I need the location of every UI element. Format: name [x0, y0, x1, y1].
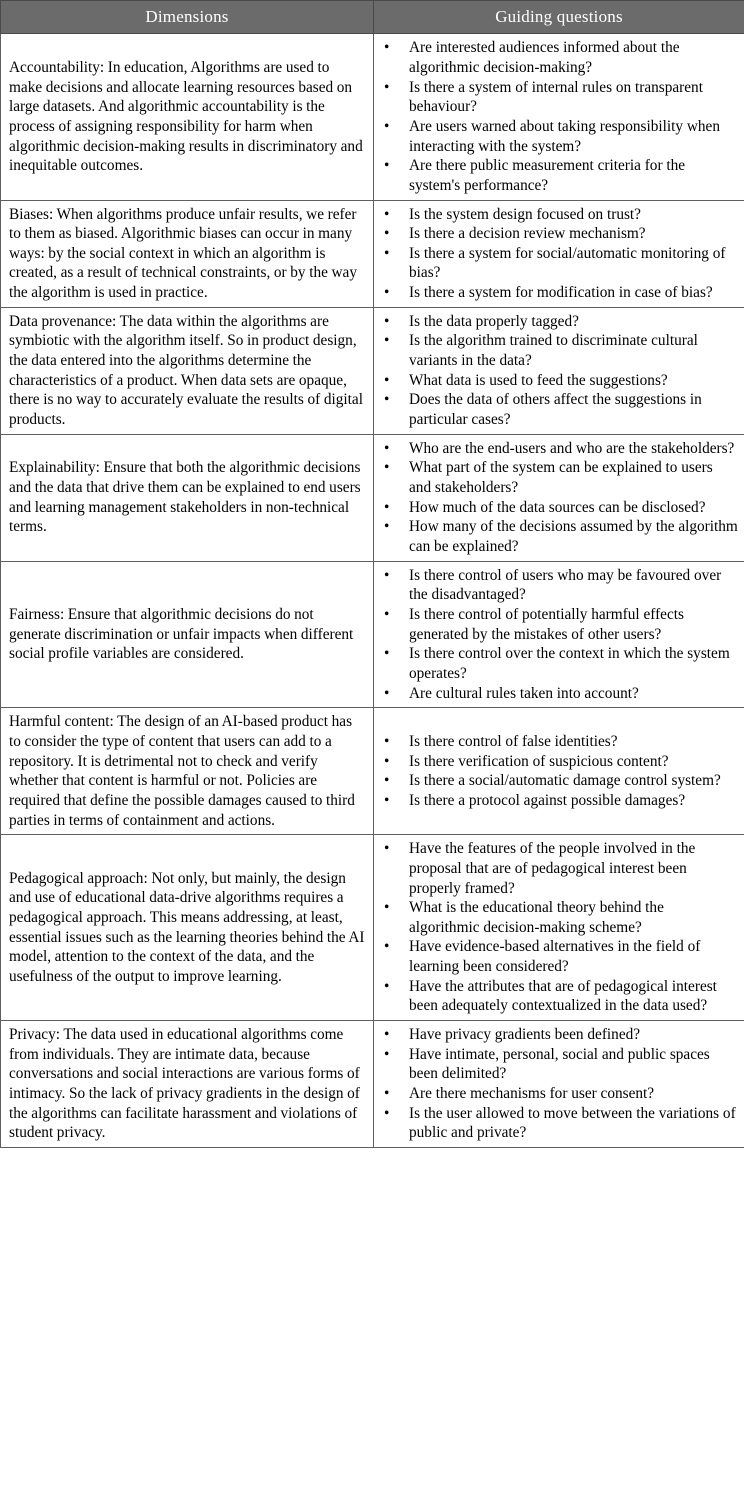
guiding-question-text: Is the user allowed to move between the variations of public and private? — [409, 1104, 736, 1142]
bullet-icon: • — [384, 459, 390, 477]
guiding-questions-list — [378, 439, 738, 557]
bullet-icon: • — [384, 371, 390, 389]
header-row — [1, 1, 744, 34]
bullet-icon: • — [384, 1026, 390, 1044]
table-body — [1, 34, 744, 1148]
guiding-question-item — [378, 898, 738, 937]
guiding-questions-cell — [374, 34, 744, 200]
guiding-question-item — [378, 644, 738, 683]
dimension-cell — [1, 708, 374, 835]
dimension-description: Explainability: Ensure that both the algorithmic decisions and the data that drive them can be explained to end users and learning management stakeholders in non-technical terms. — [9, 459, 361, 536]
guiding-questions-cell — [374, 1021, 744, 1148]
guiding-question-text: Are there mechanisms for user consent? — [409, 1085, 655, 1103]
guiding-questions-list — [378, 732, 738, 811]
guiding-question-item — [378, 684, 738, 704]
guiding-questions-list — [378, 38, 738, 195]
guiding-question-text: Is there control of users who may be favoured over the disadvantaged? — [409, 566, 722, 604]
dimension-description: Data provenance: The data within the algorithms are symbiotic with the algorithm itself. So in product design, the data entered into the algorithms determine the characteristics of a product. When data sets are opaque, there is no way to accurately evaluate the results of digital products. — [9, 312, 363, 429]
guiding-question-text: Is there control over the context in which the system operates? — [409, 645, 730, 682]
dimension-description: Accountability: In education, Algorithms are used to make decisions and allocate learning resources based on large datasets. And algorithmic accountability is the process of assigning responsibility for harm when algorithmic decision-making results in discriminatory and inequitable outcomes. — [9, 58, 363, 175]
guiding-question-text: Have privacy gradients been defined? — [409, 1026, 641, 1044]
bullet-icon: • — [384, 752, 390, 770]
dimension-description: Biases: When algorithms produce unfair results, we refer to them as biased. Algorithmic biases can occur in many ways: by the social context in which an algorithm is created, as a result of technical constraints, or by the way the algorithm is used in practice. — [9, 205, 357, 302]
bullet-icon: • — [384, 205, 390, 223]
bullet-icon: • — [384, 791, 390, 809]
guiding-question-text: Is there a social/automatic damage control system? — [409, 772, 721, 790]
guiding-question-text: Is there a system for social/automatic monitoring of bias? — [409, 244, 726, 282]
guiding-question-item — [378, 566, 738, 605]
dimension-cell — [1, 1021, 374, 1148]
guiding-question-item — [378, 732, 738, 752]
bullet-icon: • — [384, 840, 390, 858]
guiding-question-item — [378, 1045, 738, 1084]
bullet-icon: • — [384, 284, 390, 302]
guiding-question-item — [378, 331, 738, 370]
guiding-question-item — [378, 224, 738, 244]
dimension-cell — [1, 835, 374, 1021]
bullet-icon: • — [384, 899, 390, 917]
bullet-icon: • — [384, 1104, 390, 1122]
guiding-question-item — [378, 1025, 738, 1045]
guiding-question-text: Have the attributes that are of pedagogical interest been adequately contextualized in the data used? — [409, 977, 717, 1015]
guiding-questions-cell — [374, 200, 744, 307]
bullet-icon: • — [384, 938, 390, 956]
bullet-icon: • — [384, 1045, 390, 1063]
guiding-questions-list — [378, 1025, 738, 1143]
guiding-question-text: What is the educational theory behind the algorithmic decision-making scheme? — [409, 899, 664, 936]
guiding-question-text: Is there control of false identities? — [409, 732, 618, 750]
guiding-question-text: Is there a protocol against possible damages? — [409, 791, 686, 809]
table-row — [1, 1021, 744, 1148]
guiding-questions-cell — [374, 307, 744, 434]
guiding-question-item — [378, 605, 738, 644]
column-header-guiding-questions: Guiding questions — [374, 1, 744, 34]
dimension-cell — [1, 561, 374, 708]
guiding-question-item — [378, 458, 738, 497]
dimension-cell — [1, 434, 374, 561]
guiding-question-text: Is there a system of internal rules on transparent behaviour? — [409, 78, 703, 116]
bullet-icon: • — [384, 332, 390, 350]
guiding-question-text: Is there verification of suspicious content? — [409, 752, 669, 770]
guiding-question-item — [378, 156, 738, 195]
guiding-questions-cell — [374, 561, 744, 708]
guiding-question-text: How much of the data sources can be disclosed? — [409, 498, 706, 516]
guiding-question-text: Are users warned about taking responsibility when interacting with the system? — [409, 117, 720, 155]
guiding-question-text: Are cultural rules taken into account? — [409, 684, 639, 702]
guiding-question-item — [378, 205, 738, 225]
dimension-cell — [1, 200, 374, 307]
guiding-question-item — [378, 117, 738, 156]
bullet-icon: • — [384, 78, 390, 96]
guiding-question-text: Is there control of potentially harmful effects generated by the mistakes of other users? — [409, 605, 684, 643]
bullet-icon: • — [384, 772, 390, 790]
bullet-icon: • — [384, 566, 390, 584]
table-row — [1, 307, 744, 434]
guiding-question-text: Who are the end-users and who are the stakeholders? — [409, 439, 735, 457]
table-row — [1, 835, 744, 1021]
guiding-question-text: Is the algorithm trained to discriminate cultural variants in the data? — [409, 332, 698, 370]
dimension-description: Harmful content: The design of an AI-based product has to consider the type of content that users can add to a repository. It is detrimental not to check and verify whether that content is harmful or not. Policies are required that define the possible damages caused to third parties in terms of containment and actions. — [9, 713, 355, 829]
bullet-icon: • — [384, 439, 390, 457]
dimension-description: Privacy: The data used in educational algorithms come from individuals. They are intimate data, because conversations and social interactions are various forms of intimacy. So the lack of privacy gradients in the design of the algorithms can facilitate harassment and violations of student privacy. — [9, 1026, 360, 1142]
guiding-questions-cell — [374, 434, 744, 561]
guiding-question-item — [378, 283, 738, 303]
guiding-question-item — [378, 839, 738, 898]
guiding-questions-list — [378, 566, 738, 704]
bullet-icon: • — [384, 518, 390, 536]
bullet-icon: • — [384, 605, 390, 623]
dimension-cell — [1, 34, 374, 200]
guiding-question-text: Have the features of the people involved in the proposal that are of pedagogical interest been properly framed? — [409, 840, 696, 897]
guiding-question-text: Is there a system for modification in case of bias? — [409, 284, 713, 302]
guiding-question-text: Is the data properly tagged? — [409, 312, 579, 330]
guiding-question-text: Have evidence-based alternatives in the field of learning been considered? — [409, 938, 701, 976]
guiding-question-text: Are there public measurement criteria for the system's performance? — [409, 157, 686, 194]
column-header-dimensions: Dimensions — [1, 1, 374, 34]
bullet-icon: • — [384, 498, 390, 516]
dimension-cell — [1, 307, 374, 434]
table-row — [1, 561, 744, 708]
guiding-question-text: Have intimate, personal, social and public spaces been delimited? — [409, 1045, 710, 1083]
bullet-icon: • — [384, 391, 390, 409]
guiding-question-text: Are interested audiences informed about the algorithmic decision-making? — [409, 39, 680, 76]
bullet-icon: • — [384, 312, 390, 330]
guiding-question-text: What data is used to feed the suggestions? — [409, 371, 668, 389]
bullet-icon: • — [384, 39, 390, 57]
guiding-question-item — [378, 1084, 738, 1104]
guiding-question-text: How many of the decisions assumed by the algorithm can be explained? — [409, 518, 738, 555]
dimension-description: Pedagogical approach: Not only, but mainly, the design and use of educational data-drive algorithms requires a pedagogical approach. This means addressing, at least, essential issues such as the learning theories behind the AI model, attention to the context of the data, and the usefulness of the output to improve learning. — [9, 869, 365, 985]
table-row — [1, 708, 744, 835]
guiding-question-item — [378, 977, 738, 1016]
table-row — [1, 200, 744, 307]
guiding-question-item — [378, 312, 738, 332]
bullet-icon: • — [384, 684, 390, 702]
guiding-question-item — [378, 752, 738, 772]
guiding-question-item — [378, 244, 738, 283]
guiding-question-item — [378, 937, 738, 976]
guiding-question-item — [378, 439, 738, 459]
bullet-icon: • — [384, 977, 390, 995]
bullet-icon: • — [384, 157, 390, 175]
guiding-question-text: Is the system design focused on trust? — [409, 205, 641, 223]
guiding-questions-list — [378, 205, 738, 303]
guiding-question-item — [378, 498, 738, 518]
guiding-question-text: Does the data of others affect the suggestions in particular cases? — [409, 391, 702, 429]
guiding-question-item — [378, 771, 738, 791]
guiding-questions-cell — [374, 835, 744, 1021]
bullet-icon: • — [384, 1085, 390, 1103]
bullet-icon: • — [384, 244, 390, 262]
guiding-question-text: Is there a decision review mechanism? — [409, 225, 646, 243]
bullet-icon: • — [384, 645, 390, 663]
dimension-description: Fairness: Ensure that algorithmic decisions do not generate discrimination or unfair impacts when different social profile variables are considered. — [9, 605, 354, 663]
guiding-question-item — [378, 1104, 738, 1143]
guiding-question-item — [378, 390, 738, 429]
bullet-icon: • — [384, 117, 390, 135]
table-row — [1, 434, 744, 561]
table-header — [1, 1, 744, 34]
guiding-question-text: What part of the system can be explained to users and stakeholders? — [409, 459, 713, 497]
table-row — [1, 34, 744, 200]
bullet-icon: • — [384, 225, 390, 243]
guiding-question-item — [378, 38, 738, 77]
guiding-question-item — [378, 371, 738, 391]
guiding-questions-cell — [374, 708, 744, 835]
bullet-icon: • — [384, 732, 390, 750]
guiding-question-item — [378, 517, 738, 556]
guiding-question-item — [378, 78, 738, 117]
guiding-questions-list — [378, 312, 738, 430]
guiding-question-item — [378, 791, 738, 811]
guiding-questions-list — [378, 839, 738, 1016]
